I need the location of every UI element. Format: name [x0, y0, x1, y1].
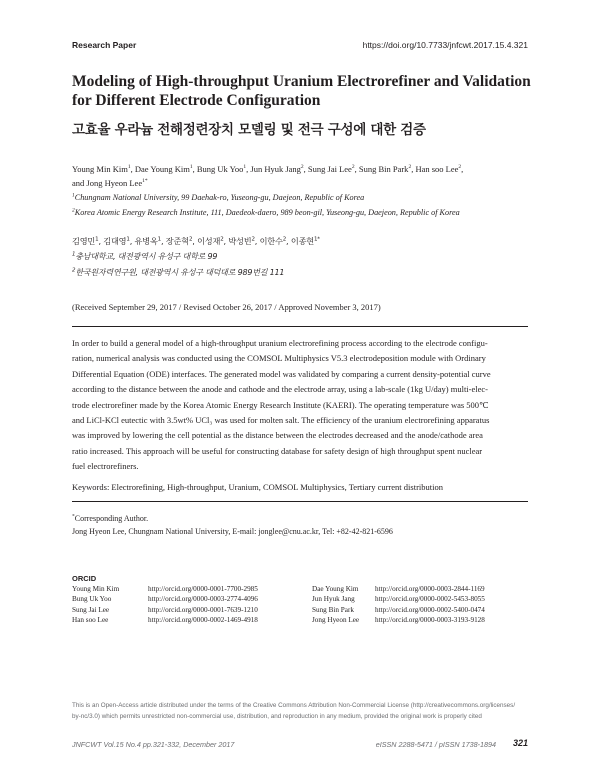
author-entry	[308, 164, 355, 174]
asterisk-mark: *	[72, 513, 75, 520]
orcid-link[interactable]: http://orcid.org/0000-0001-7700-2985	[148, 585, 258, 593]
orcid-link[interactable]: http://orcid.org/0000-0002-5400-0474	[375, 605, 485, 614]
affiliation-mark: 2	[72, 267, 76, 274]
corresponding-author-info: Jong Hyeon Lee, Chungnam National University, E-mail: jonglee@cnu.ac.kr, Tel: +82-42-821-6596	[72, 527, 393, 536]
keywords: Keywords: Electrorefining, High-throughput, Uranium, COMSOL Multiphysics, Tertiary current distribution	[72, 482, 443, 492]
korean-affiliation-2	[72, 267, 542, 278]
author-affiliation-mark: 1	[127, 164, 131, 171]
author-name: Jun Hyuk Jang	[250, 164, 301, 174]
author-affiliation-mark: 2	[408, 164, 412, 171]
orcid-row	[72, 616, 528, 626]
author-affiliation-mark: 1	[157, 236, 161, 243]
author-affiliation-mark: 1*	[142, 178, 148, 185]
issn-info: eISSN 2288-5471 / pISSN 1738-1894	[375, 740, 496, 749]
abstract	[72, 336, 528, 475]
orcid-link[interactable]: http://orcid.org/0000-0002-1469-4918	[148, 615, 258, 624]
author-affiliation-mark: 1*	[314, 236, 320, 243]
author-affiliation-mark: 2	[458, 164, 462, 171]
divider-bottom	[72, 501, 528, 502]
korean-author-list: 김영민$^1$, 김대영$^1$, 유병옥$^1$, 장준혁$^2$, 이성재$^2$, 박성빈$^2$, 이한수$^2$, 이종현$^{1*}$	[72, 236, 320, 246]
author-name: 박성빈	[228, 236, 252, 246]
author-name: 이종현	[290, 236, 314, 246]
orcid-link[interactable]: http://orcid.org/0000-0001-7639-1210	[148, 605, 258, 614]
author-entry	[135, 164, 193, 174]
affiliation-2	[72, 208, 542, 217]
affiliation-text: 한국원자력연구원, 대전광역시 유성구 대덕대로 989번길 111	[75, 268, 285, 277]
abstract-line: and LiCl-KCl eutectic with 3.5wt% UCl₃ was used for molten salt. The efficiency of the uranium electrorefining apparatus	[72, 415, 490, 426]
author-name: 김대영	[103, 236, 127, 246]
doi-link[interactable]: https://doi.org/10.7733/jnfcwt.2017.15.4.321	[362, 40, 528, 50]
orcid-author-name: Young Min Kim	[72, 585, 120, 593]
orcid-author-name: Sung Bin Park	[312, 605, 354, 614]
author-affiliation-mark: 1	[243, 164, 247, 171]
corresponding-author-label	[72, 514, 148, 523]
korean-affiliation-1	[72, 251, 542, 262]
orcid-author-name: Dae Young Kim	[312, 585, 359, 593]
author-name: 유병옥	[134, 236, 158, 246]
title-line-2: for Different Electrode Configuration	[72, 92, 321, 109]
author-name: Bung Uk Yoo	[196, 164, 244, 174]
author-name: Dae Young Kim	[134, 164, 190, 174]
author-entry	[250, 164, 303, 174]
orcid-row	[72, 606, 528, 616]
affiliation-mark: 1	[72, 251, 76, 258]
author-affiliation-mark: 1	[95, 236, 99, 243]
author-entry	[415, 164, 461, 174]
author-entry	[197, 236, 223, 246]
journal-citation: JNFCWT Vol.15 No.4 pp.321-332, December 2017	[72, 740, 235, 749]
author-affiliation-mark: 1	[189, 164, 193, 171]
license-line-1: This is an Open-Access article distributed under the terms of the Creative Commons Attribution Non-Commercial License (http://creativecommons.org/licenses/	[72, 702, 516, 709]
author-entry	[260, 236, 286, 246]
author-name: Sung Bin Park	[358, 164, 409, 174]
author-list: Young Min Kim$^1$, Dae Young Kim$^1$, Bung Uk Yoo$^1$, Jun Hyuk Jang$^2$, Sung Jai Lee$^2$, Sung Bin Park$^2$, Han soo Lee$^2$, and Jong Hyeon Lee$^{1*}$	[72, 164, 464, 188]
author-affiliation-mark: 2	[251, 236, 255, 243]
abstract-line: trode electrorefiner made by the Korea Atomic Energy Research Institute (KAERI). The operating temperature was 500℃	[72, 399, 489, 410]
author-affiliation-mark: 2	[300, 164, 304, 171]
abstract-line: ratio increased. This approach will be useful for constructing database for safety design of high throughput spent nuclear	[72, 445, 483, 456]
author-entry	[359, 164, 411, 174]
author-affiliation-mark: 2	[282, 236, 287, 243]
affiliation-text: Chungnam National University, 99 Daehak-ro, Yuseong-gu, Daejeon, Republic of Korea	[74, 193, 365, 202]
abstract-line: ration, numerical analysis was conducted using the COMSOL Multiphysics V5.3 electrodeposition module with Ordinary	[72, 353, 486, 364]
author-name: 이한수	[259, 236, 283, 246]
title-line-1: Modeling of High-throughput Uranium Electrorefiner and Validation	[72, 73, 531, 90]
author-name: 장준혁	[165, 236, 189, 246]
author-entry	[166, 236, 192, 246]
affiliation-text: 충남대학교, 대전광역시 유성구 대학로 99	[75, 252, 218, 261]
paper-title-english	[72, 72, 542, 110]
article-type-label: Research Paper	[72, 40, 137, 50]
orcid-row	[72, 595, 528, 605]
author-entry	[291, 236, 320, 246]
author-name: 이성재	[197, 236, 221, 246]
license-notice	[72, 700, 528, 722]
abstract-line: Differential Equation (ODE) interfaces. The generated model was validated by comparing a current density-potential curve	[72, 368, 491, 379]
author-name: Sung Jai Lee	[307, 164, 352, 174]
page-number: 321	[512, 738, 528, 748]
received-dates: (Received September 29, 2017 / Revised October 26, 2017 / Approved November 3, 2017)	[72, 302, 381, 312]
author-entry	[228, 236, 254, 246]
orcid-link[interactable]: http://orcid.org/0000-0002-5453-8055	[375, 595, 485, 604]
abstract-line: was improved by lowering the cell potential as the distance between the electrodes decreased and the anode/cathode area	[72, 430, 483, 441]
author-entry	[72, 178, 148, 188]
author-affiliation-mark: 1	[126, 236, 130, 243]
orcid-link[interactable]: http://orcid.org/0000-0003-2844-1169	[375, 585, 485, 593]
orcid-author-name: Bung Uk Yoo	[72, 595, 112, 604]
orcid-link[interactable]: http://orcid.org/0000-0003-3193-9128	[375, 615, 485, 624]
orcid-author-name: Han soo Lee	[72, 615, 109, 624]
orcid-author-name: Sung Jai Lee	[72, 605, 110, 614]
author-affiliation-mark: 2	[188, 236, 193, 243]
author-name: and Jong Hyeon Lee	[72, 178, 143, 188]
orcid-author-name: Jong Hyeon Lee	[312, 615, 360, 624]
affiliation-1	[72, 193, 542, 202]
divider-top	[72, 326, 528, 327]
paper-title-korean: 고효율 우라늄 전해정련장치 모델링 및 전극 구성에 대한 검증	[72, 122, 426, 138]
orcid-row	[72, 585, 528, 595]
abstract-line: fuel electrorefiners.	[72, 461, 139, 472]
author-affiliation-mark: 2	[220, 236, 224, 243]
affiliation-mark: 2	[72, 207, 75, 214]
orcid-table	[72, 585, 528, 626]
affiliation-text: Korea Atomic Energy Research Institute, 111, Daedeok-daero, 989 beon-gil, Yuseong-gu, Daejeon, Republic of Korea	[74, 208, 460, 217]
orcid-author-name: Jun Hyuk Jang	[312, 595, 355, 604]
author-entry	[72, 164, 131, 174]
author-name: Young Min Kim	[72, 164, 128, 174]
author-name: 김영민	[72, 236, 96, 246]
author-entry	[135, 236, 161, 246]
abstract-line: In order to build a general model of a high-throughput uranium electrorefining process according to the electrode configu-	[72, 338, 488, 348]
author-entry	[197, 164, 246, 174]
affiliation-mark: 1	[72, 192, 75, 199]
license-line-2: by-nc/3.0) which permits unrestricted non-commercial use, distribution, and reproduction in any medium, provided the original work is properly cited	[72, 713, 482, 720]
author-name: Han soo Lee	[415, 164, 459, 174]
corresponding-label-text: Corresponding Author.	[74, 514, 149, 523]
abstract-line: according to the distance between the anode and cathode and the electrode array, using a lab-scale (1kg U/day) multi-elec-	[72, 384, 489, 395]
author-entry	[103, 236, 129, 246]
orcid-link[interactable]: http://orcid.org/0000-0003-2774-4096	[148, 595, 258, 604]
author-affiliation-mark: 2	[351, 164, 355, 171]
orcid-heading: ORCID	[72, 574, 97, 583]
author-entry	[72, 236, 98, 246]
